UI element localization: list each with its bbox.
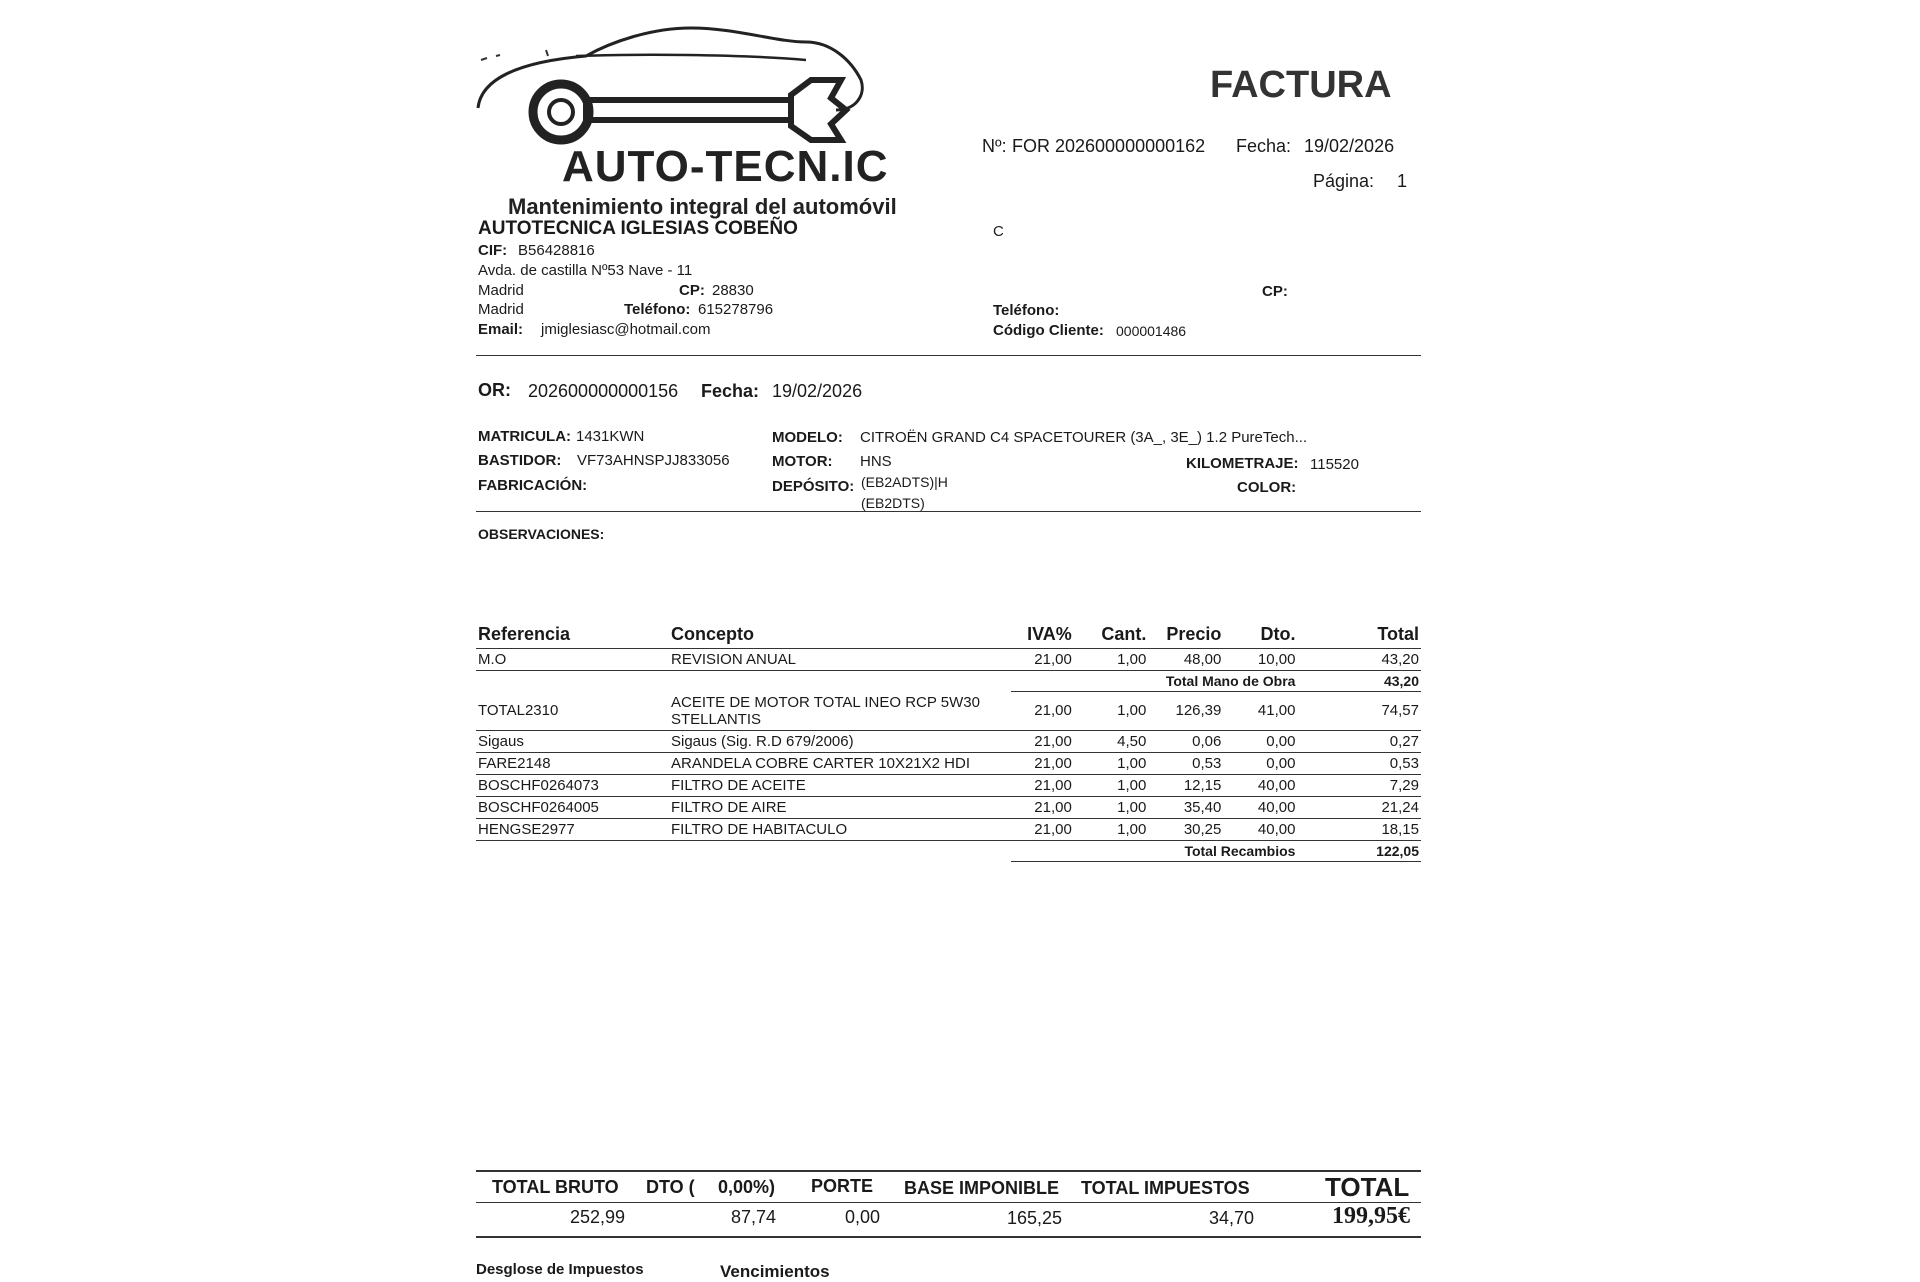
client-name: C — [993, 223, 1004, 240]
invoice-number-label: Nº: — [982, 136, 1007, 156]
deposito-value-2: (EB2DTS) — [861, 495, 925, 511]
cell-price: 12,15 — [1148, 774, 1223, 796]
total-value: 199,95€ — [1332, 1203, 1410, 1229]
table-row — [476, 692, 1421, 731]
company-email-label: Email: — [478, 321, 524, 338]
dto-label: DTO ( — [646, 1177, 695, 1197]
modelo-label: MODELO: — [772, 429, 843, 446]
cell-concept: FILTRO DE HABITACULO — [669, 818, 1011, 840]
bastidor-value: VF73AHNSPJJ833056 — [577, 452, 730, 469]
cell-ref: HENGSE2977 — [476, 818, 669, 840]
cell-total: 43,20 — [1297, 649, 1421, 671]
client-cp-label: CP: — [1262, 283, 1288, 300]
dto-value: 87,74 — [730, 1207, 776, 1227]
company-phone-label: Teléfono: — [624, 301, 691, 318]
cell-dto: 10,00 — [1223, 649, 1297, 671]
base-imponible-value: 165,25 — [1006, 1208, 1062, 1228]
concept-line-2: STELLANTIS — [670, 710, 762, 728]
cell-dto: 0,00 — [1223, 730, 1297, 752]
cell-dto: 0,00 — [1223, 752, 1297, 774]
cell-total: 74,57 — [1297, 692, 1421, 731]
cell-total: 18,15 — [1297, 818, 1421, 840]
total-impuestos-value: 34,70 — [1208, 1208, 1254, 1228]
invoice-date-label: Fecha: — [1236, 136, 1292, 156]
matricula-label: MATRICULA: — [478, 428, 572, 445]
total-bruto-label: TOTAL BRUTO — [492, 1177, 619, 1197]
divider — [476, 355, 1421, 356]
cell-price: 30,25 — [1148, 818, 1223, 840]
cell-price: 0,53 — [1148, 752, 1223, 774]
cell-total: 0,27 — [1297, 730, 1421, 752]
kilometraje-value: 115520 — [1310, 456, 1359, 473]
cell-concept: ARANDELA COBRE CARTER 10X21X2 HDI — [669, 752, 1011, 774]
col-precio: Precio — [1148, 622, 1223, 649]
col-iva: IVA% — [1011, 622, 1074, 649]
table-row — [476, 818, 1421, 840]
cell-dto: 40,00 — [1223, 818, 1297, 840]
cell-price: 0,06 — [1148, 730, 1223, 752]
company-cp-label: CP: — [679, 282, 705, 299]
cell-iva: 21,00 — [1011, 692, 1074, 731]
items-table — [476, 622, 1421, 862]
kilometraje-label: KILOMETRAJE: — [1186, 455, 1299, 472]
divider — [476, 511, 1421, 512]
base-imponible-label: BASE IMPONIBLE — [904, 1178, 1060, 1198]
client-code: 000001486 — [1116, 323, 1187, 339]
cell-dto: 41,00 — [1223, 692, 1297, 731]
or-label: OR: — [478, 380, 511, 400]
cell-dto: 40,00 — [1223, 774, 1297, 796]
invoice-number: FOR 202600000000162 — [1012, 136, 1206, 156]
client-code-label: Código Cliente: — [993, 322, 1104, 339]
client-phone-label: Teléfono: — [993, 302, 1060, 319]
cell-iva: 21,00 — [1011, 796, 1074, 818]
cell-qty: 1,00 — [1074, 796, 1149, 818]
total-bruto-value: 252,99 — [569, 1207, 625, 1227]
company-address: Avda. de castilla Nº53 Nave - 11 — [478, 262, 693, 279]
company-cp-value: 28830 — [712, 282, 754, 299]
color-label: COLOR: — [1237, 479, 1297, 496]
table-row — [476, 649, 1421, 671]
cell-total: 21,24 — [1297, 796, 1421, 818]
observaciones-label: OBSERVACIONES: — [478, 526, 605, 542]
col-total: Total — [1297, 622, 1421, 649]
divider — [476, 1236, 1421, 1238]
bastidor-label: BASTIDOR: — [478, 452, 562, 469]
cell-qty: 1,00 — [1074, 752, 1149, 774]
cell-dto: 40,00 — [1223, 796, 1297, 818]
cell-ref: TOTAL2310 — [476, 692, 669, 731]
cell-price: 126,39 — [1148, 692, 1223, 731]
cell-qty: 1,00 — [1074, 818, 1149, 840]
col-referencia: Referencia — [476, 622, 669, 649]
table-row — [476, 752, 1421, 774]
labor-total-label: Total Mano de Obra — [1011, 671, 1298, 692]
modelo-value: CITROËN GRAND C4 SPACETOURER (3A_, 3E_) 1.2 PureTech... — [860, 429, 1308, 446]
labor-total-value: 43,20 — [1297, 671, 1421, 692]
table-header-row — [476, 622, 1421, 649]
cell-qty: 4,50 — [1074, 730, 1149, 752]
col-cant: Cant. — [1074, 622, 1149, 649]
cell-concept — [669, 692, 1011, 731]
cell-price: 35,40 — [1148, 796, 1223, 818]
company-province: Madrid — [478, 301, 524, 318]
table-row — [476, 796, 1421, 818]
company-name: AUTOTECNICA IGLESIAS COBEÑO — [478, 218, 798, 239]
or-date-label: Fecha: — [701, 381, 760, 401]
subtotal-row — [476, 840, 1421, 861]
or-date: 19/02/2026 — [772, 381, 863, 401]
cell-iva: 21,00 — [1011, 818, 1074, 840]
concept-line-1: ACEITE DE MOTOR TOTAL INEO RCP 5W30 — [670, 693, 980, 711]
cell-ref: Sigaus — [476, 730, 669, 752]
vencimientos-label: Vencimientos — [720, 1262, 830, 1281]
table-row — [476, 774, 1421, 796]
divider — [476, 1170, 1421, 1172]
col-dto: Dto. — [1223, 622, 1297, 649]
cell-iva: 21,00 — [1011, 774, 1074, 796]
cell-concept: FILTRO DE ACEITE — [669, 774, 1011, 796]
company-email-value: jmiglesiasc@hotmail.com — [541, 321, 711, 338]
cell-price: 48,00 — [1148, 649, 1223, 671]
logo-tagline: Mantenimiento integral del automóvil — [508, 194, 897, 219]
cell-iva: 21,00 — [1011, 649, 1074, 671]
cif-value: B56428816 — [518, 242, 595, 259]
cell-concept: REVISION ANUAL — [669, 649, 1011, 671]
cell-concept: FILTRO DE AIRE — [669, 796, 1011, 818]
motor-value: HNS — [860, 453, 892, 470]
company-city: Madrid — [478, 282, 524, 299]
deposito-label: DEPÓSITO: — [772, 478, 855, 495]
or-number: 202600000000156 — [528, 381, 679, 401]
parts-total-value: 122,05 — [1297, 840, 1421, 861]
cell-ref: M.O — [476, 649, 669, 671]
invoice-title: FACTURA — [1210, 64, 1392, 106]
cell-iva: 21,00 — [1011, 752, 1074, 774]
company-phone-value: 615278796 — [698, 301, 774, 318]
fabricacion-label: FABRICACIÓN: — [478, 477, 588, 494]
deposito-value-1: (EB2ADTS)|H — [861, 474, 948, 490]
parts-total-label: Total Recambios — [1011, 840, 1298, 861]
cell-ref: FARE2148 — [476, 752, 669, 774]
cell-qty: 1,00 — [1074, 774, 1149, 796]
dto-pct: 0,00%) — [718, 1177, 776, 1197]
porte-label: PORTE — [811, 1176, 874, 1196]
cell-ref: BOSCHF0264073 — [476, 774, 669, 796]
cell-qty: 1,00 — [1074, 692, 1149, 731]
col-concepto: Concepto — [669, 622, 1011, 649]
cell-ref: BOSCHF0264005 — [476, 796, 669, 818]
cif-label: CIF: — [478, 242, 508, 259]
porte-value: 0,00 — [844, 1207, 880, 1227]
cell-iva: 21,00 — [1011, 730, 1074, 752]
total-impuestos-label: TOTAL IMPUESTOS — [1081, 1178, 1250, 1198]
cell-concept: Sigaus (Sig. R.D 679/2006) — [669, 730, 1011, 752]
subtotal-row — [476, 671, 1421, 692]
matricula-value: 1431KWN — [576, 428, 645, 445]
invoice-date: 19/02/2026 — [1304, 136, 1395, 156]
cell-total: 7,29 — [1297, 774, 1421, 796]
table-row — [476, 730, 1421, 752]
motor-label: MOTOR: — [772, 453, 833, 470]
desglose-label: Desglose de Impuestos — [476, 1261, 644, 1278]
page-number: 1 — [1397, 171, 1408, 191]
cell-total: 0,53 — [1297, 752, 1421, 774]
total-label: TOTAL — [1325, 1172, 1410, 1202]
logo-text: AUTO-TECN.IC — [562, 142, 889, 191]
cell-qty: 1,00 — [1074, 649, 1149, 671]
page-label: Página: — [1313, 171, 1375, 191]
